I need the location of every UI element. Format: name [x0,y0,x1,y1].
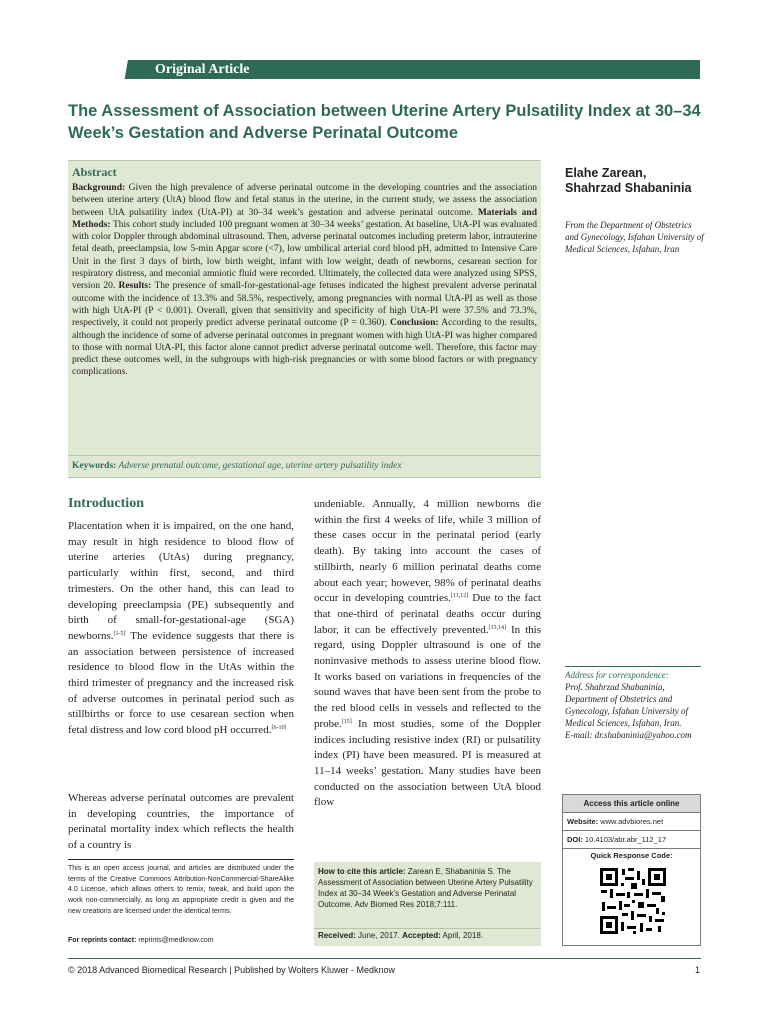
col2-text-b: Due to the fact that one-third of perinatal deaths occur during labor, it can be effectively prevented. [314,592,541,636]
citation-text: Zarean E, Shabaninia S. The Assessment of Association between Uterine Artery Pulsatility Index at 30–34 Week’s Gestation and Adverse Perinatal Outcome. Adv Biomed Res 2018;7:111. [318,867,533,909]
correspondence-divider [565,666,701,667]
intro-column-2 [314,497,541,811]
access-online-box [562,794,701,946]
article-title: The Assessment of Association between Uterine Artery Pulsatility Index at 30–34 Week’s Gestation and Adverse Perinatal Outcome [68,102,701,142]
correspondence-label: Address for correspondence: [565,670,669,680]
correspondence [565,669,705,741]
col2-text-c: In this regard, using Doppler ultrasound is one of the noninvasive methods to assess uterine blood flow. It works based on variations in frequencies of the sound waves that have been sent from the probe to the red blood cells in vessels and reflected to the probe. [314,623,541,730]
accepted-label: Accepted: [402,931,441,940]
page-number: 1 [694,965,700,975]
website-row [563,813,700,831]
ref-15[interactable]: [15] [341,718,352,725]
intro-p1-text-a: Placentation when it is impaired, on the one hand, may result in high residence to blood flow of uterine arteries (UtAs) during pregnancy, particularly within first, second, and third trimesters. On the other hand, this can lead to developing preeclampsia (PE) subsequently and birth of small-for-gestational-age (SGA) newborns. [68,520,294,642]
license-notice: This is an open access journal, and articles are distributed under the terms of the Creative Commons Attribution-NonCommercial-ShareAlike 4.0 License, which allows others to remix, tweak, and build upon the work non-commercially, as long as appropriate credit is given and the new creations are licensed under the identical terms. [68,865,294,915]
authors: Elahe Zarean, Shahrzad Shabaninia [565,166,692,195]
website-label: Website: [567,817,599,826]
abstract-text [72,182,537,379]
introduction-heading: Introduction [68,496,144,511]
reprints-label: For reprints contact: [68,937,137,944]
results-label: Results: [118,281,152,292]
citation-divider [314,928,541,929]
keywords [72,460,537,472]
qr-code-icon[interactable] [598,866,668,936]
reprints-email[interactable]: reprints@medknow.com [136,937,214,944]
footer-copyright: © 2018 Advanced Biomedical Research | Published by Wolters Kluwer - Medknow [68,965,395,975]
abstract-heading: Abstract [72,165,117,179]
intro-p1-text-b: The evidence suggests that there is an association between persistence of increased residence to blood flow in the UtAs within the third trimester of pregnancy and the increased risk of adverse outcomes in perinatal period such as stillbirths or force to use cesarean section when fetal distress and low cord blood pH occurred. [68,629,294,737]
access-heading: Access this article online [563,795,700,813]
conclusion-text: According to the results, although the incidence of some of adverse perinatal outcomes in pregnant women with high UtA-PI was higher compared to those with normal UtA-PI, this factor alone cannot predict adverse perinatal outcome well. Therefore, this factor may predict these outcomes well, in the subgroups with high-risk pregnancies or with some blood factors or with pregnancy complications. [72,318,537,378]
methods-label: Materials and Methods: [72,207,537,230]
website-link[interactable]: www.advbiores.net [598,817,664,826]
citation [318,866,538,910]
doi-row [563,831,700,849]
ref-11-12[interactable]: [11,12] [450,593,469,600]
ref-13-14[interactable]: [13,14] [488,624,506,631]
col2-text-d: In most studies, some of the Doppler indices including resistive index (RI) or pulsatility index (PI) have been measured. PI is measured at 11–14 weeks’ gestation. Many studies have been conducted on the association between UtA blood flow [314,717,541,809]
background-text: Given the high prevalence of adverse perinatal outcome in the developing countries and the association between uterine artery (UtA) blood flow and fetal status in the uterine, in the current study, we assess the association between UtA pulsatility index (UtA-PI) at 30–34 week’s gestation and adverse perinatal outcome. [72,183,537,218]
article-type-label: Original Article [155,62,250,77]
correspondence-email[interactable]: E-mail: dr.shabaninia@yahoo.com [565,730,692,740]
keywords-divider [68,455,541,456]
qr-label: Quick Response Code: [590,851,673,860]
keywords-label: Keywords: [72,461,117,471]
ref-6-10[interactable]: [6-10] [271,725,287,732]
doi-label: DOI: [567,835,583,844]
banner-notch [68,60,168,79]
intro-paragraph-2: Whereas adverse perinatal outcomes are prevalent in developing countries, the importance of perinatal mortality index which reflects the health of a country is [68,792,294,852]
results-text: The presence of small-for-gestational-age fetuses indicated the highest prevalent adverse perinatal outcome with the incidence of 13.3% and 58.5%, respectively, among pregnancies with normal UtA-PI as well as those with high UtA-PI (P < 0.001). Overall, given that sensitivity and specificity of high UtA-PI were 37.5% and 73.3%, respectively, it could not properly predict adverse perinatal outcome (P = 0.360). [72,281,537,329]
ref-1-5[interactable]: [1-5] [113,630,126,637]
received-label: Received: [318,931,356,940]
background-label: Background: [72,183,126,193]
received-date: June, 2017. [355,931,403,940]
received-dates [318,931,538,940]
intro-paragraph-1 [68,519,294,739]
footer-divider [68,958,701,959]
accepted-date: April, 2018. [440,931,483,940]
doi-link[interactable]: 10.4103/abr.abr_112_17 [582,835,667,844]
col2-text-a: undeniable. Annually, 4 million newborns die within the first 4 weeks of life, while 3 million of these cases occur in the perinatal period (early death). By taking into account the cases of stillbirth, nearly 6 million perinatal deaths come about each year; however, 98% of perinatal deaths occur in developing countries. [314,498,541,605]
correspondence-address: Prof. Shahrzad Shabaninia, Department of Obstetrics and Gynecology, Isfahan University of Medical Sciences, Isfahan, Iran. [565,682,688,728]
methods-text: This cohort study included 100 pregnant women at 30–34 weeks’ gestation. At baseline, UtA-PI was evaluated with color Doppler through abdominal ultrasound. Then, adverse perinatal outcomes including preterm labor, intrauterine fetal death, preeclampsia, low 5-min Apgar score (<7), low umbilical arterial cord blood pH, admitted to Intensive Care Unit in the first 3 days of birth, low birth weight, infant with low weight, death of newborns, cesarean section for respiratory distress, and meconial amniotic fluid were recorded. Ultimately, the collected data were analyzed using SPSS, version 20. [72,219,537,292]
conclusion-label: Conclusion: [390,318,439,329]
citation-label: How to cite this article: [318,867,406,876]
keywords-text: Adverse prenatal outcome, gestational age, uterine artery pulsatility index [116,461,402,471]
affiliation: From the Department of Obstetrics and Gynecology, Isfahan University of Medical Sciences, Isfahan, Iran [565,220,704,254]
reprints-contact [68,937,294,944]
license-divider [68,859,294,860]
